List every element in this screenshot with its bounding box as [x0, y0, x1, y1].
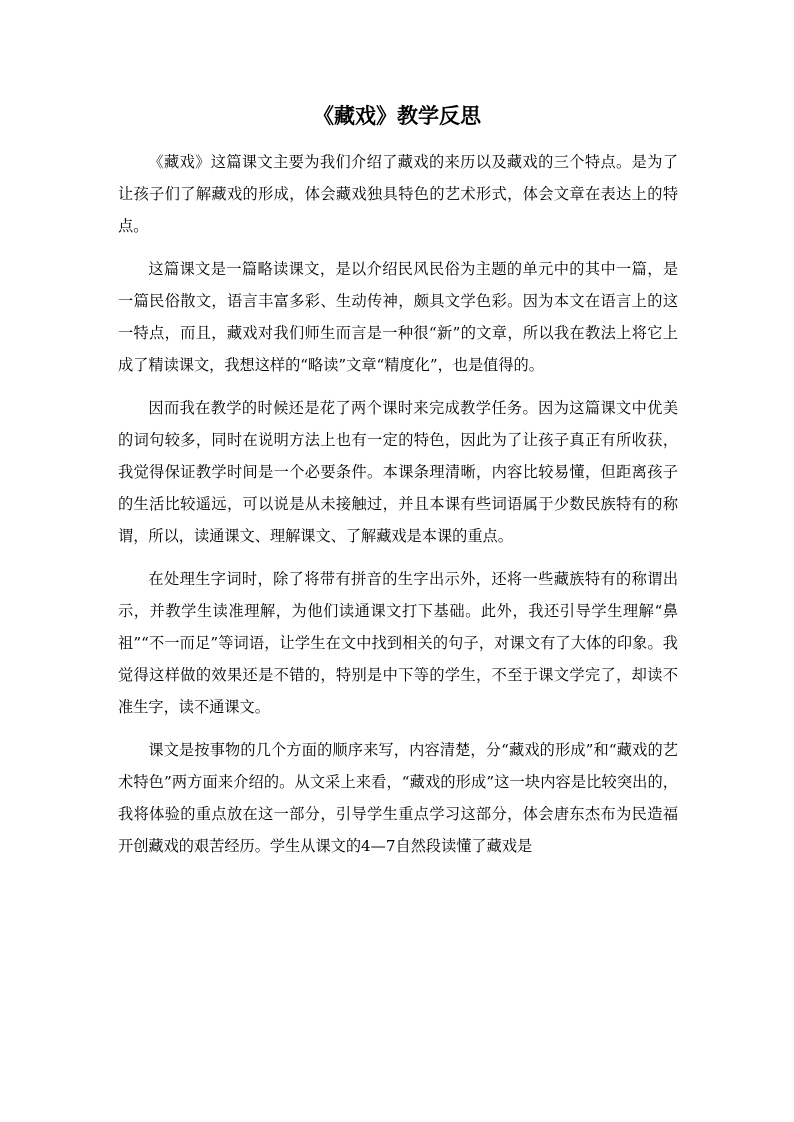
document-body: [118, 146, 678, 873]
document-title: 《藏戏》教学反思: [313, 104, 481, 128]
paragraph-1: 《藏戏》这篇课文主要为我们介绍了藏戏的来历以及藏戏的三个特点。是为了让孩子们了解藏戏的形成，体会藏戏独具特色的艺术形式，体会文章在表达上的特点。: [118, 153, 678, 235]
paragraph-4: 在处理生字词时，除了将带有拼音的生字出示外，还将一些藏族特有的称谓出示，并教学生读准理解，为他们读通课文打下基础。此外，我还引导学生理解“鼻祖”“不一而足”等词语，让学生在文中找到相关的句子，对课文有了大体的印象。我觉得这样做的效果还是不错的，特别是中下等的学生，不至于课文学完了，却读不准生字，读不通课文。: [118, 570, 678, 716]
paragraph-3: 因而我在教学的时候还是花了两个课时来完成教学任务。因为这篇课文中优美的词句较多，同时在说明方法上也有一定的特色，因此为了让孩子真正有所收获，我觉得保证教学时间是一个必要条件。本课条理清晰，内容比较易懂，但距离孩子的生活比较遥远，可以说是从未接触过，并且本课有些词语属于少数民族特有的称谓，所以，读通课文、理解课文、了解藏戏是本课的重点。: [118, 399, 678, 545]
paragraph-5: 课文是按事物的几个方面的顺序来写，内容清楚，分“藏戏的形成”和“藏戏的艺术特色”两方面来介绍的。从文采上来看，“藏戏的形成”这一块内容是比较突出的，我将体验的重点放在这一部分，引导学生重点学习这部分，体会唐东杰布为民造福开创藏戏的艰苦经历。学生从课文的4—7自然段读懂了藏戏是: [118, 741, 678, 855]
paragraph-2: 这篇课文是一篇略读课文，是以介绍民风民俗为主题的单元中的其中一篇，是一篇民俗散文，语言丰富多彩、生动传神，颇具文学色彩。因为本文在语言上的这一特点，而且，藏戏对我们师生而言是一种很“新”的文章，所以我在教法上将它上成了精读课文，我想这样的“略读”文章“精度化”，也是值得的。: [118, 260, 678, 374]
